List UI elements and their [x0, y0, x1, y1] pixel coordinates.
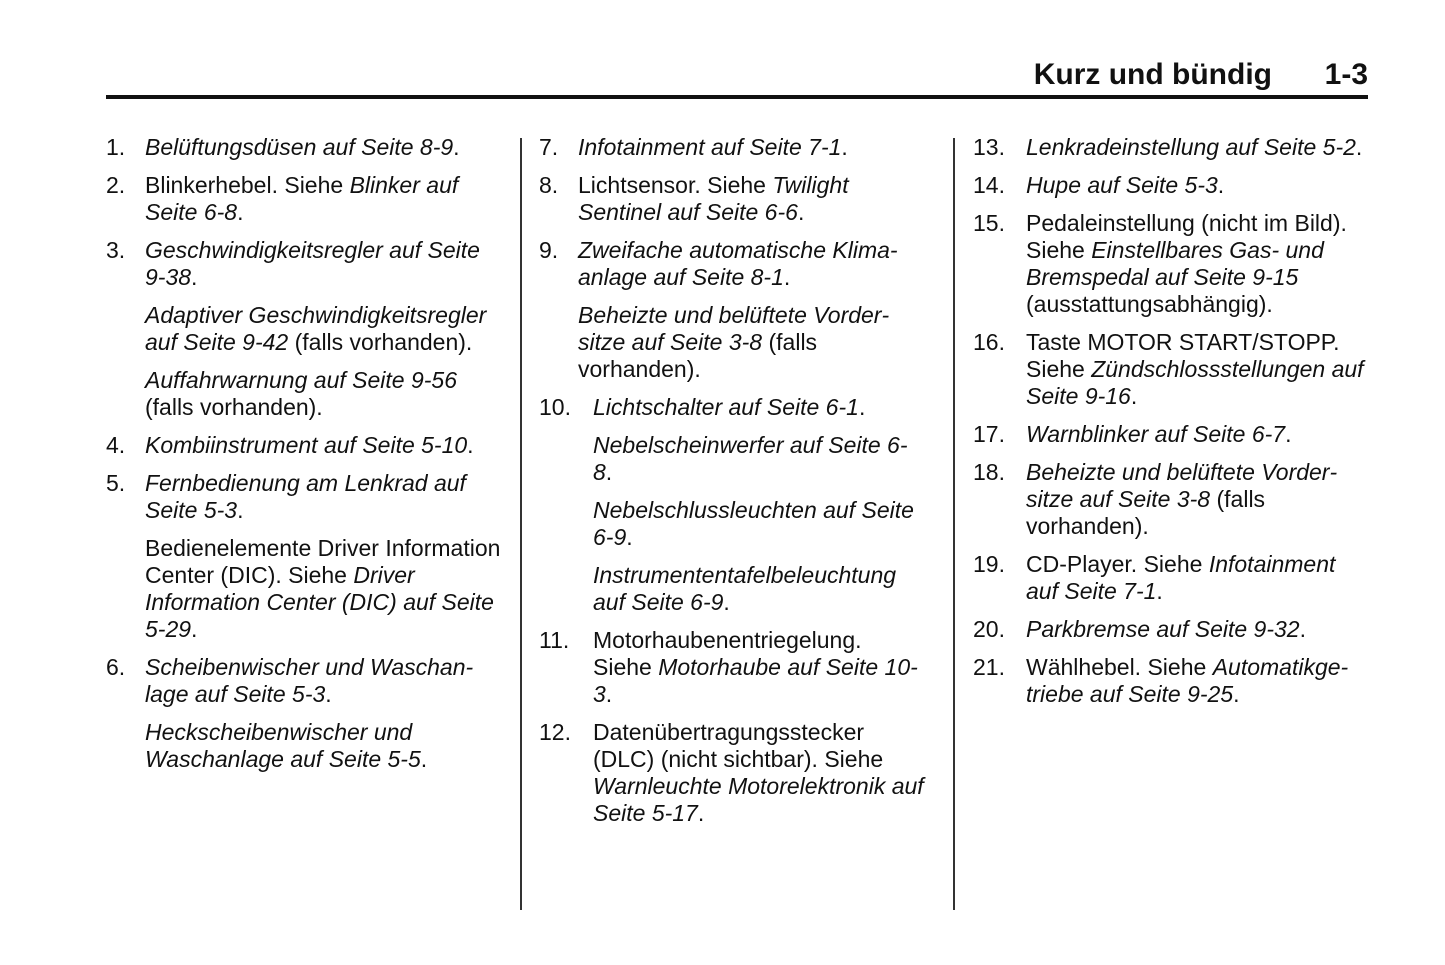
list-item: [106, 470, 504, 524]
item-text: [1026, 134, 1373, 161]
item-text: [593, 627, 924, 708]
cross-reference: Scheibenwischer und Waschanlage auf Seite 5-3: [145, 654, 474, 707]
plain-text: .: [1130, 383, 1138, 409]
cross-reference: Beheizte und belüftete Vordersitze auf Seite 3-8: [1026, 459, 1338, 512]
column-3: [973, 134, 1373, 719]
cross-reference: Einstellbares Gas- und Bremspedal auf Seite 9-15: [1026, 237, 1324, 290]
item-text: [1026, 172, 1373, 199]
column-1: [106, 134, 504, 784]
item-number: 3.: [106, 237, 126, 263]
cross-reference: Infotainment auf Seite 7-1: [1026, 551, 1336, 604]
plain-text: .: [1217, 172, 1225, 198]
cross-reference: Infotainment auf Seite 7-1: [578, 134, 842, 160]
list-item: [539, 627, 924, 708]
plain-text: Blinkerhebel. Siehe: [145, 172, 350, 198]
cross-reference: Nebelscheinwerfer auf Seite 6-8: [593, 432, 908, 485]
item-text: [145, 470, 504, 524]
item-number: 21.: [973, 654, 1005, 680]
item-text: [145, 654, 504, 708]
item-number: 9.: [539, 237, 559, 263]
item-text: [145, 302, 504, 356]
cross-reference: Fernbedienung am Lenkrad auf Seite 5-3: [145, 470, 466, 523]
plain-text: .: [858, 394, 866, 420]
item-number: 2.: [106, 172, 126, 198]
plain-text: Lichtsensor. Siehe: [578, 172, 773, 198]
list-item: [973, 654, 1373, 708]
cross-reference: Automatikgetriebe auf Seite 9-25: [1026, 654, 1349, 707]
cross-reference: Geschwindigkeitsregler auf Seite 9-38: [145, 237, 480, 290]
item-number: 17.: [973, 421, 1005, 447]
list-item: [106, 432, 504, 459]
plain-text: .: [1355, 134, 1363, 160]
plain-text: .: [237, 199, 244, 225]
item-number: 7.: [539, 134, 559, 160]
cross-reference: Hupe auf Seite 5-3: [1026, 172, 1218, 198]
list-item: [973, 459, 1373, 540]
cross-reference: Warnleuchte Motorelektronik auf Seite 5-17: [593, 773, 924, 826]
item-number: 14.: [973, 172, 1005, 198]
column-divider: [953, 138, 955, 910]
cross-reference: Lenkradeinstellung auf Seite 5-2: [1026, 134, 1356, 160]
plain-text: .: [453, 134, 460, 160]
list-item: [539, 719, 924, 827]
list-item: [973, 551, 1373, 605]
plain-text: (falls vorhanden).: [288, 329, 473, 355]
list-item: [973, 421, 1373, 448]
list-item: [973, 134, 1373, 161]
list-item: [539, 172, 924, 226]
cross-reference: Warnblinker auf Seite 6-7: [1026, 421, 1286, 447]
item-text: [578, 302, 924, 383]
page-number: 1-3: [1324, 58, 1368, 91]
item-text: [593, 562, 924, 616]
list-sub-item: [145, 367, 504, 421]
plain-text: .: [420, 746, 428, 772]
list-item: [973, 616, 1373, 643]
list-sub-item: [578, 302, 924, 383]
item-number: 16.: [973, 329, 1005, 355]
item-number: 12.: [539, 719, 571, 745]
plain-text: Pedaleinstellung (nicht im Bild). Siehe: [1026, 210, 1347, 263]
cross-reference: Beheizte und belüftete Vordersitze auf Seite 3-8: [578, 302, 890, 355]
item-number: 20.: [973, 616, 1005, 642]
cross-reference: Belüftungsdüsen auf Seite 8-9: [145, 134, 454, 160]
plain-text: (falls vorhanden).: [145, 394, 323, 420]
plain-text: .: [605, 681, 613, 707]
item-text: [145, 432, 504, 459]
column-divider: [520, 138, 522, 910]
cross-reference: Nebelschlussleuchten auf Seite 6-9: [593, 497, 914, 550]
column-2: [539, 134, 924, 838]
plain-text: (falls vorhanden).: [578, 329, 818, 382]
item-text: [145, 134, 504, 161]
plain-text: .: [191, 264, 198, 290]
item-text: [1026, 551, 1373, 605]
list-item: [973, 329, 1373, 410]
item-text: [145, 535, 504, 643]
item-text: [145, 367, 504, 421]
list-sub-item: [593, 432, 924, 486]
cross-reference: Blinker auf Seite 6-8: [145, 172, 459, 225]
list-item: [973, 210, 1373, 318]
plain-text: .: [697, 800, 705, 826]
list-item: [973, 172, 1373, 199]
item-number: 1.: [106, 134, 126, 160]
item-text: [1026, 329, 1373, 410]
item-text: [145, 172, 504, 226]
cross-reference: Instrumententafelbeleuchtung auf Seite 6-9: [593, 562, 897, 615]
plain-text: .: [783, 264, 791, 290]
item-number: 8.: [539, 172, 559, 198]
list-item: [539, 237, 924, 291]
item-number: 5.: [106, 470, 126, 496]
cross-reference: Adaptiver Geschwindigkeitsregler auf Seite 9-42: [145, 302, 487, 355]
plain-text: Taste MOTOR START/STOPP. Siehe: [1026, 329, 1340, 382]
item-number: 4.: [106, 432, 126, 458]
cross-reference: Zweifache automatische Klimaanlage auf Seite 8-1: [578, 237, 898, 290]
item-number: 13.: [973, 134, 1005, 160]
plain-text: Datenübertragungsstecker (DLC) (nicht sichtbar). Siehe: [593, 719, 884, 772]
cross-reference: Twilight Sentinel auf Seite 6-6: [578, 172, 849, 225]
plain-text: CD-Player. Siehe: [1026, 551, 1209, 577]
plain-text: Bedienelemente Driver Information Center (DIC). Siehe: [145, 535, 501, 588]
item-text: [593, 432, 924, 486]
item-text: [1026, 421, 1373, 448]
plain-text: .: [1233, 681, 1240, 707]
plain-text: .: [191, 616, 198, 642]
plain-text: (falls vorhanden).: [1026, 486, 1266, 539]
item-number: 6.: [106, 654, 126, 680]
item-text: [1026, 459, 1373, 540]
item-text: [145, 237, 504, 291]
plain-text: .: [1156, 578, 1163, 604]
item-number: 19.: [973, 551, 1005, 577]
list-sub-item: [593, 497, 924, 551]
plain-text: .: [467, 432, 474, 458]
item-number: 11.: [539, 627, 570, 653]
list-item: [106, 237, 504, 291]
item-text: [1026, 654, 1373, 708]
plain-text: .: [841, 134, 848, 160]
list-item: [106, 134, 504, 161]
item-text: [578, 237, 924, 291]
list-sub-item: [593, 562, 924, 616]
item-text: [593, 394, 924, 421]
cross-reference: Kombiinstrument auf Seite 5-10: [145, 432, 468, 458]
list-item: [539, 134, 924, 161]
cross-reference: Heckscheibenwischer und Waschanlage auf Seite 5-5: [145, 719, 421, 772]
plain-text: .: [1299, 616, 1306, 642]
plain-text: .: [626, 524, 633, 550]
plain-text: .: [723, 589, 730, 615]
item-text: [1026, 210, 1373, 318]
item-text: [593, 719, 924, 827]
list-sub-item: [145, 535, 504, 643]
list-sub-item: [145, 719, 504, 773]
cross-reference: Zündschlossstellungen auf Seite 9-16: [1026, 356, 1364, 409]
plain-text: .: [237, 497, 244, 523]
page-header: [106, 56, 1368, 96]
plain-text: (ausstattungsabhängig).: [1026, 291, 1273, 317]
plain-text: .: [1285, 421, 1292, 447]
plain-text: Wählhebel. Siehe: [1026, 654, 1213, 680]
plain-text: Motorhaubenentriegelung. Siehe: [593, 627, 862, 680]
list-item: [539, 394, 924, 421]
item-text: [593, 497, 924, 551]
list-sub-item: [145, 302, 504, 356]
cross-reference: Motorhaube auf Seite 10-3: [593, 654, 918, 707]
cross-reference: Parkbremse auf Seite 9-32: [1026, 616, 1300, 642]
item-number: 18.: [973, 459, 1005, 485]
plain-text: .: [605, 459, 613, 485]
plain-text: .: [325, 681, 332, 707]
item-text: [578, 134, 924, 161]
list-item: [106, 654, 504, 708]
cross-reference: Auffahrwarnung auf Seite 9-56: [145, 367, 457, 393]
header-rule: [106, 95, 1368, 99]
item-text: [578, 172, 924, 226]
cross-reference: Lichtschalter auf Seite 6-1: [593, 394, 859, 420]
item-text: [1026, 616, 1373, 643]
chapter-title: Kurz und bündig: [1033, 58, 1272, 91]
plain-text: .: [797, 199, 805, 225]
item-text: [145, 719, 504, 773]
item-number: 15.: [973, 210, 1005, 236]
cross-reference: Driver Information Center (DIC) auf Seite 5-29: [145, 562, 494, 642]
list-item: [106, 172, 504, 226]
item-number: 10.: [539, 394, 571, 420]
